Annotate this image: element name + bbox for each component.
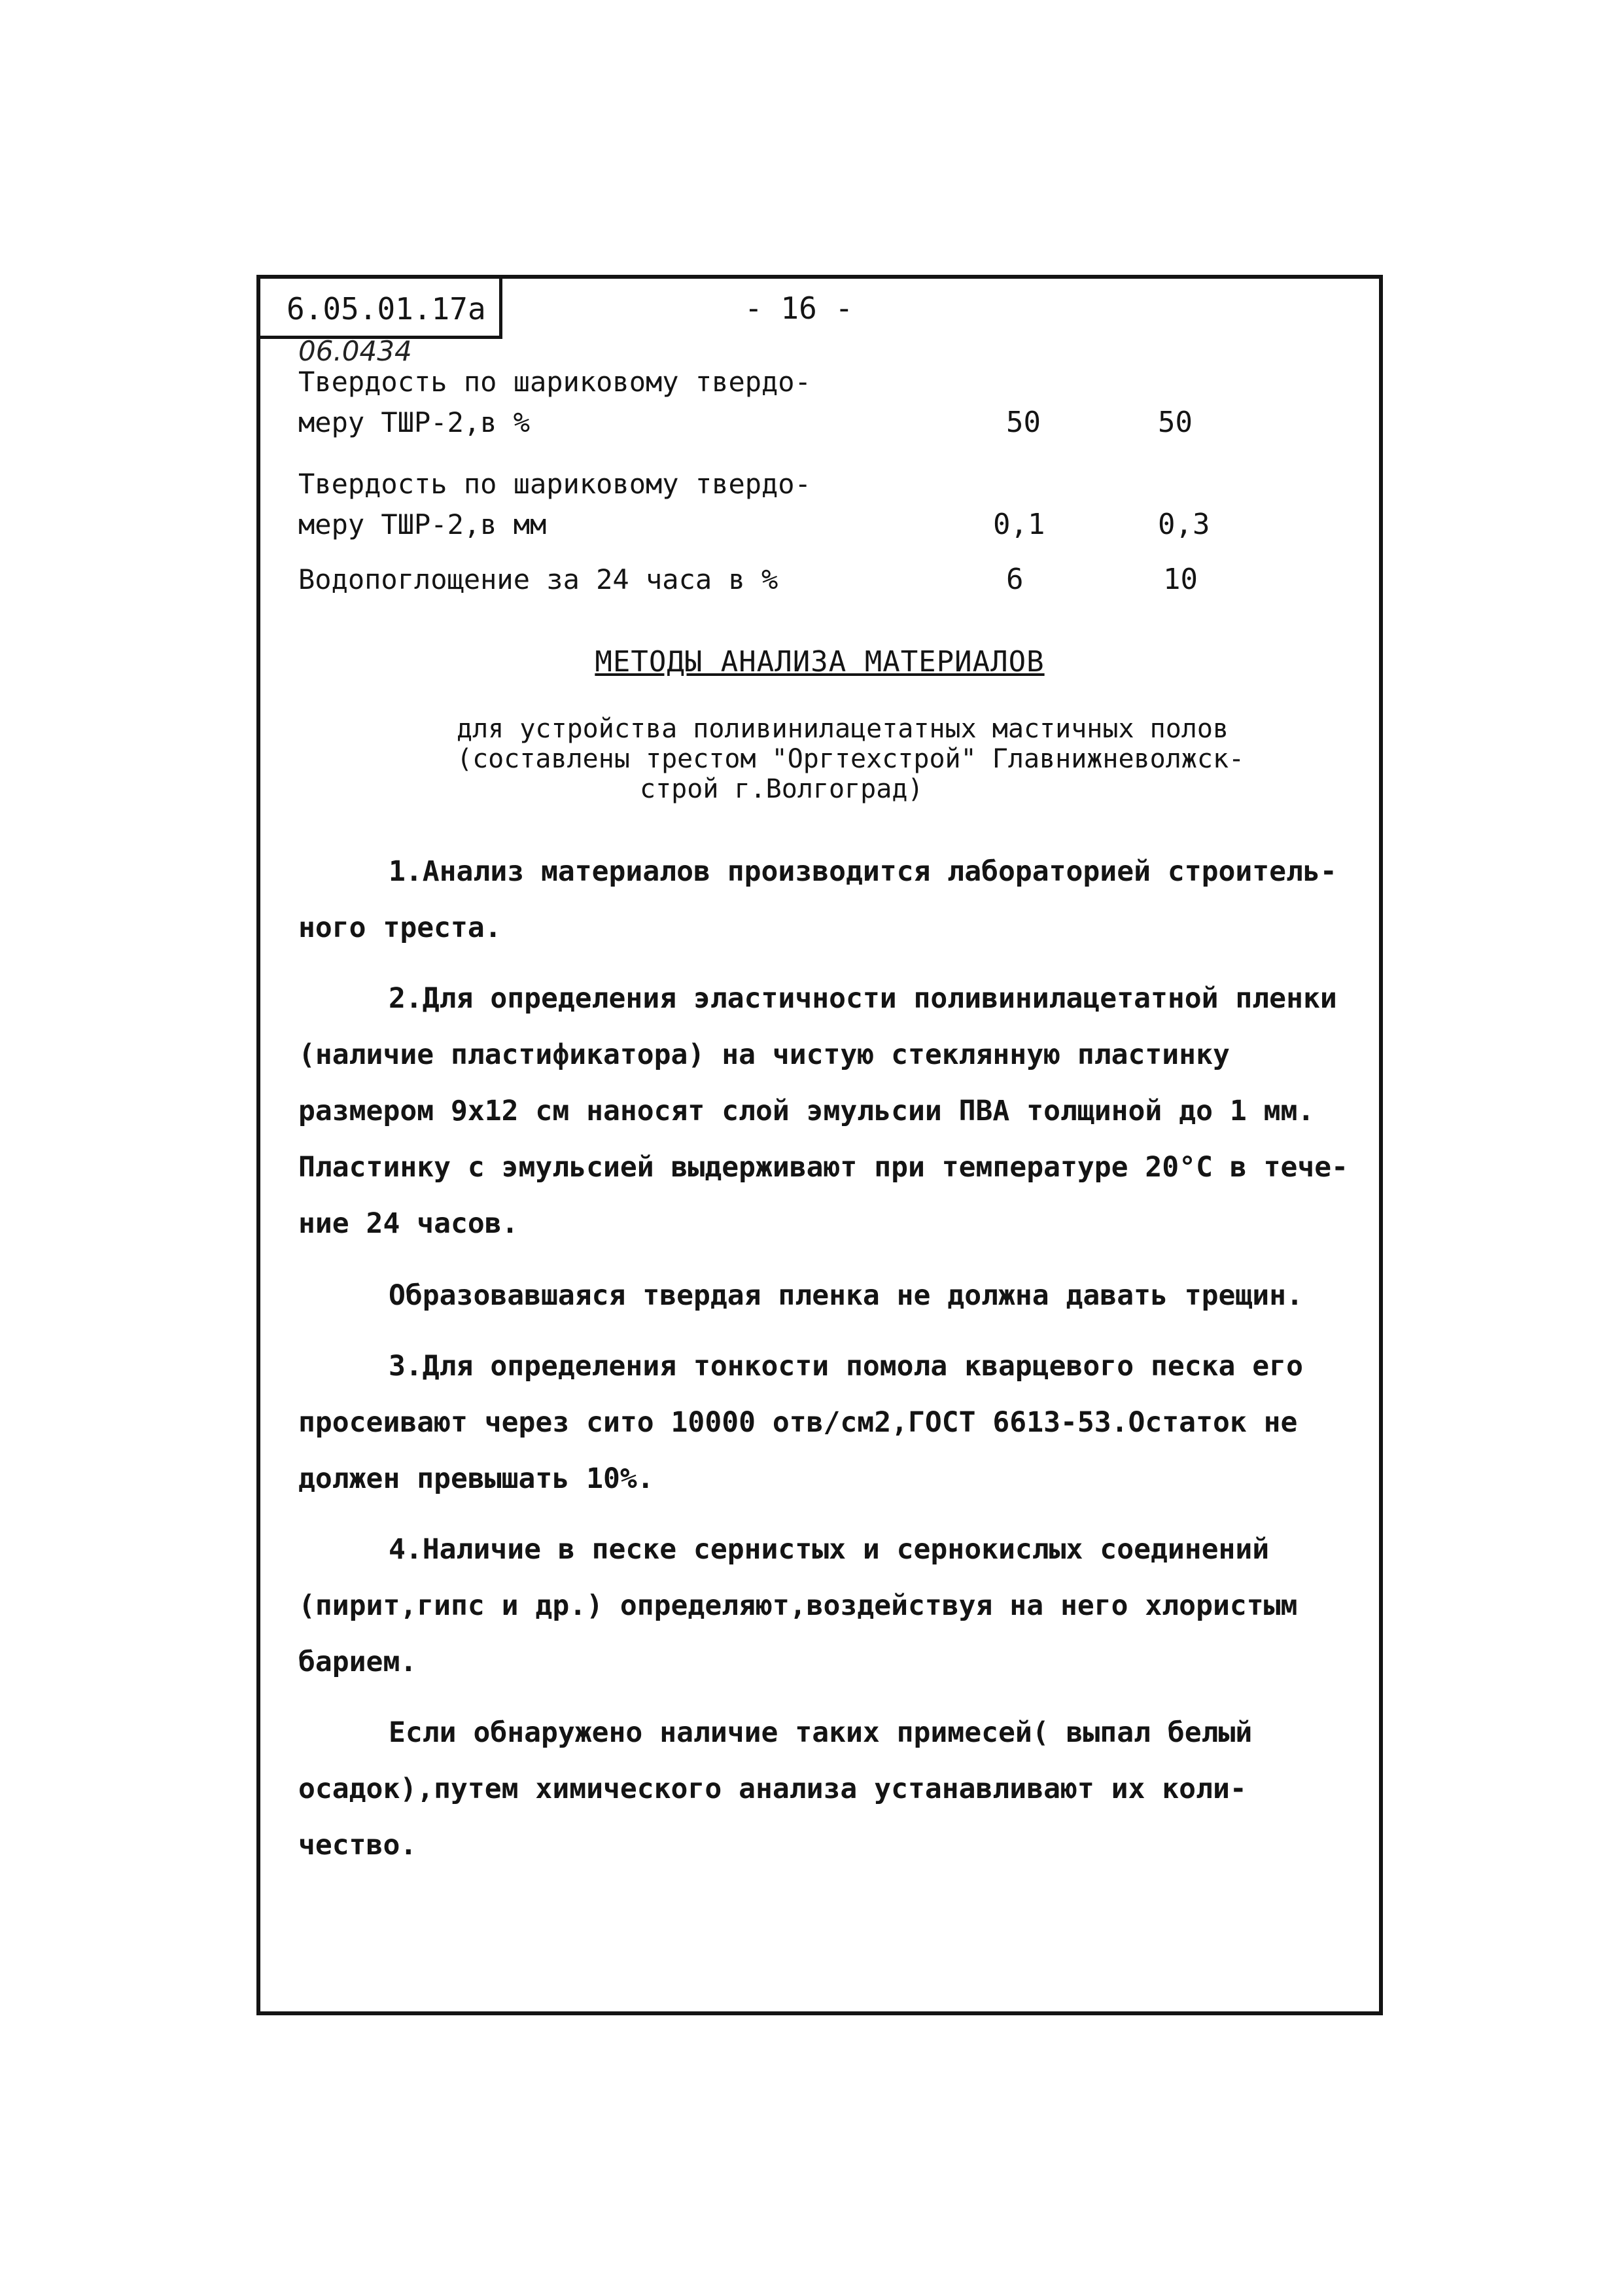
table-row-label-line: Водопоглощение за 24 часа в % [298, 563, 778, 595]
table-row-value: 0,3 [1158, 508, 1210, 541]
paragraph-line: (пирит,гипс и др.) определяют,воздействуя на него хлористым [298, 1589, 1298, 1622]
paragraph-line: 1.Анализ материалов производится лабораторией строитель- [389, 855, 1337, 888]
section-subtitle: строй г.Волгоград) [640, 774, 924, 804]
handwritten-code: 06.0434 [298, 335, 412, 367]
section-subtitle: для устройства поливинилацетатных мастичных полов [457, 714, 1229, 744]
table-row-label-line: меру ТШР-2,в мм [298, 508, 547, 540]
paragraph-line: барием. [298, 1646, 417, 1678]
paragraph-line: 4.Наличие в песке сернистых и сернокислых соединений [389, 1533, 1270, 1566]
table-row-label-line: Твердость по шариковому твердо- [298, 468, 811, 500]
table-row-value: 50 [1006, 406, 1041, 439]
paragraph-line: Пластинку с эмульсией выдерживают при температуре 20°С в тече- [298, 1151, 1349, 1184]
section-title: МЕТОДЫ АНАЛИЗА МАТЕРИАЛОВ [595, 645, 1045, 679]
paragraph-line: ние 24 часов. [298, 1207, 519, 1240]
paragraph-line: чество. [298, 1829, 417, 1862]
table-row-label-line: меру ТШР-2,в % [298, 406, 531, 438]
paragraph-line: размером 9х12 см наносят слой эмульсии ПВА толщиной до 1 мм. [298, 1095, 1315, 1127]
paragraph-line: должен превышать 10%. [298, 1462, 654, 1495]
table-row-value: 0,1 [993, 508, 1045, 541]
paragraph-line: (наличие пластификатора) на чистую стеклянную пластинку [298, 1038, 1230, 1071]
table-row-value: 10 [1163, 563, 1198, 596]
paragraph-line: Образовавшаяся твердая пленка не должна давать трещин. [389, 1279, 1303, 1312]
document-code: 6.05.01.17а [287, 291, 486, 327]
paragraph-line: осадок),путем химического анализа устанавливают их коли- [298, 1773, 1247, 1805]
document-frame [256, 275, 1383, 2015]
paragraph-line: Если обнаружено наличие таких примесей( выпал белый [389, 1716, 1253, 1749]
page-number: - 16 - [744, 291, 854, 326]
paragraph-line: ного треста. [298, 911, 502, 944]
table-row-value: 50 [1158, 406, 1193, 439]
section-subtitle: (составлены трестом "Оргтехстрой" Главнижневолжск- [457, 744, 1245, 774]
table-row-label-line: Твердость по шариковому твердо- [298, 366, 811, 398]
paragraph-line: 2.Для определения эластичности поливинилацетатной пленки [389, 982, 1337, 1015]
paragraph-line: 3.Для определения тонкости помола кварцевого песка его [389, 1350, 1303, 1383]
paragraph-line: просеивают через сито 10000 отв/см2,ГОСТ 6613-53.Остаток не [298, 1406, 1298, 1439]
document-code-box [260, 279, 502, 339]
table-row-value: 6 [1006, 563, 1024, 596]
